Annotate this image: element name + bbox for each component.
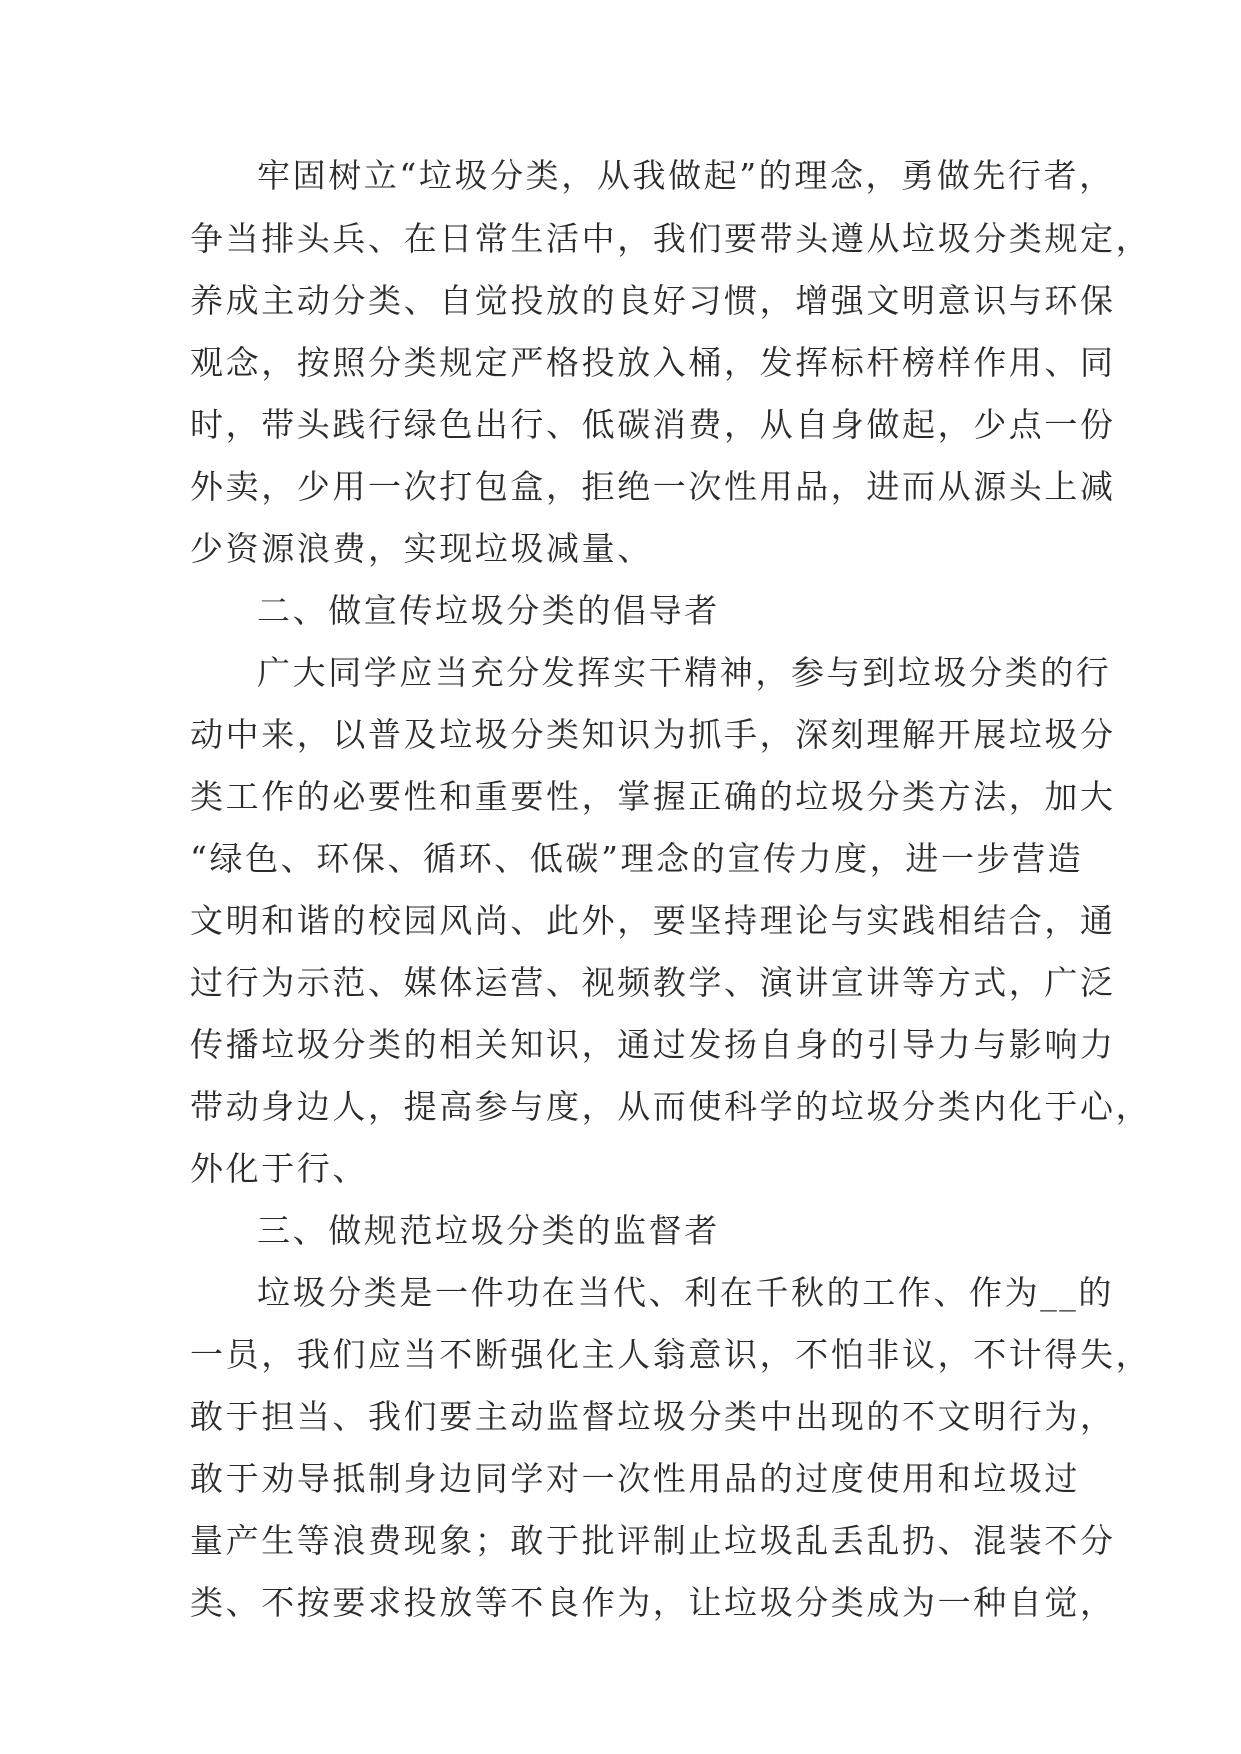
paragraph-3-line-1: 垃圾分类是一件功在当代、利在千秋的工作、作为__的 xyxy=(257,1273,1114,1312)
paragraph-3-line-5: 量产生等浪费现象；敢于批评制止垃圾乱丢乱扔、混装不分 xyxy=(190,1521,1116,1560)
paragraph-1-line-4: 观念，按照分类规定严格投放入桶，发挥标杆榜样作用、同 xyxy=(190,343,1116,382)
paragraph-2-line-9: 外化于行、 xyxy=(190,1149,368,1188)
paragraph-1-line-1: 牢固树立“垃圾分类，从我做起”的理念，勇做先行者， xyxy=(257,156,1115,195)
section-heading-2: 二、做宣传垃圾分类的倡导者 xyxy=(257,591,720,630)
paragraph-2-line-1: 广大同学应当充分发挥实干精神，参与到垃圾分类的行 xyxy=(257,653,1112,692)
paragraph-3-line-4: 敢于劝导抵制身边同学对一次性用品的过度使用和垃圾过 xyxy=(190,1459,1080,1498)
paragraph-2-line-8: 带动身边人，提高参与度，从而使科学的垃圾分类内化于心， xyxy=(190,1087,1152,1126)
paragraph-1-line-6: 外卖，少用一次打包盒，拒绝一次性用品，进而从源头上减 xyxy=(190,467,1116,506)
paragraph-2-line-5: 文明和谐的校园风尚、此外，要坚持理论与实践相结合，通 xyxy=(190,901,1116,940)
paragraph-1-line-5: 时，带头践行绿色出行、低碳消费，从自身做起，少点一份 xyxy=(190,405,1116,444)
paragraph-2-line-6: 过行为示范、媒体运营、视频教学、演讲宣讲等方式，广泛 xyxy=(190,963,1116,1002)
paragraph-2-line-4: “绿色、环保、循环、低碳”理念的宣传力度，进一步营造 xyxy=(190,839,1084,878)
paragraph-2-line-7: 传播垃圾分类的相关知识，通过发扬自身的引导力与影响力 xyxy=(190,1025,1116,1064)
paragraph-1-line-3: 养成主动分类、自觉投放的良好习惯，增强文明意识与环保 xyxy=(190,281,1116,320)
paragraph-3-line-2: 一员，我们应当不断强化主人翁意识，不怕非议，不计得失， xyxy=(190,1335,1152,1374)
paragraph-3-line-6: 类、不按要求投放等不良作为，让垃圾分类成为一种自觉， xyxy=(190,1583,1116,1622)
section-heading-3: 三、做规范垃圾分类的监督者 xyxy=(257,1211,720,1250)
paragraph-2-line-2: 动中来，以普及垃圾分类知识为抓手，深刻理解开展垃圾分 xyxy=(190,715,1116,754)
paragraph-1-line-2: 争当排头兵、在日常生活中，我们要带头遵从垃圾分类规定， xyxy=(190,219,1152,258)
paragraph-3-line-3: 敢于担当、我们要主动监督垃圾分类中出现的不文明行为， xyxy=(190,1397,1116,1436)
paragraph-1-line-7: 少资源浪费，实现垃圾减量、 xyxy=(190,529,653,568)
paragraph-2-line-3: 类工作的必要性和重要性，掌握正确的垃圾分类方法，加大 xyxy=(190,777,1116,816)
